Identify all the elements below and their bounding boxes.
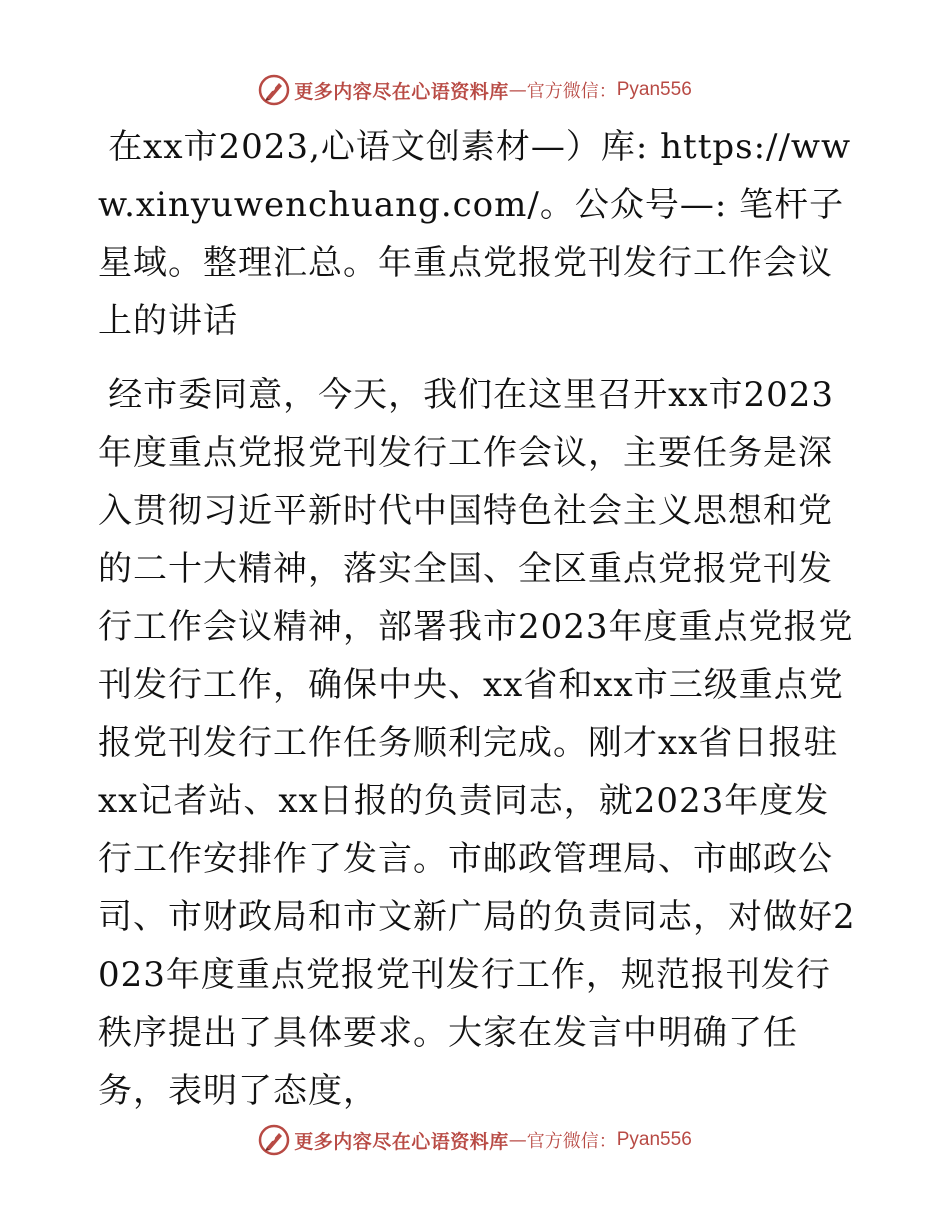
banner-wechat-label: 官方微信： bbox=[526, 1131, 617, 1152]
banner-wechat-label: 官方微信： bbox=[526, 81, 617, 102]
speech-paragraph: 经市委同意，今天，我们在这里召开xx市2023年度重点党报党刊发行工作会议，主要任务是深入贯彻习近平新时代中国特色社会主义思想和党的二十大精神，落实全国、全区重点党报党刊发行工作会议精神，部署我市2023年度重点党报党刊发行工作，确保中央、xx省和xx市三级重点党报党刊发行工作任务顺利完成。刚才xx省日报驻xx记者站、xx日报的负责同志，就2023年度发行工作安排作了发言。市邮政管理局、市邮政公司、市财政局和市文新广局的负责同志，对做好2023年度重点党报党刊发行工作，规范报刊发行秩序提出了具体要求。大家在发言中明确了任务，表明了态度， bbox=[98, 375, 856, 1111]
banner-dash: — bbox=[508, 1129, 527, 1151]
banner-wechat-id: Pyan556 bbox=[616, 79, 692, 100]
banner-dash: — bbox=[508, 79, 527, 101]
intro-paragraph: 在xx市2023,心语文创素材—）库: https://www.xinyuwenchuang.com/。公众号—: 笔杆子星域。整理汇总。年重点党报党刊发行工作会议上的讲话 bbox=[98, 127, 852, 341]
header-banner bbox=[0, 72, 950, 108]
banner-title: 更多内容尽在心语资料库 bbox=[294, 80, 509, 103]
footer-banner bbox=[0, 1122, 950, 1158]
pen-logo-icon bbox=[258, 1124, 290, 1156]
banner-wechat-id: Pyan556 bbox=[616, 1129, 692, 1150]
pen-logo-icon bbox=[258, 74, 290, 106]
banner-title: 更多内容尽在心语资料库 bbox=[294, 1130, 509, 1153]
